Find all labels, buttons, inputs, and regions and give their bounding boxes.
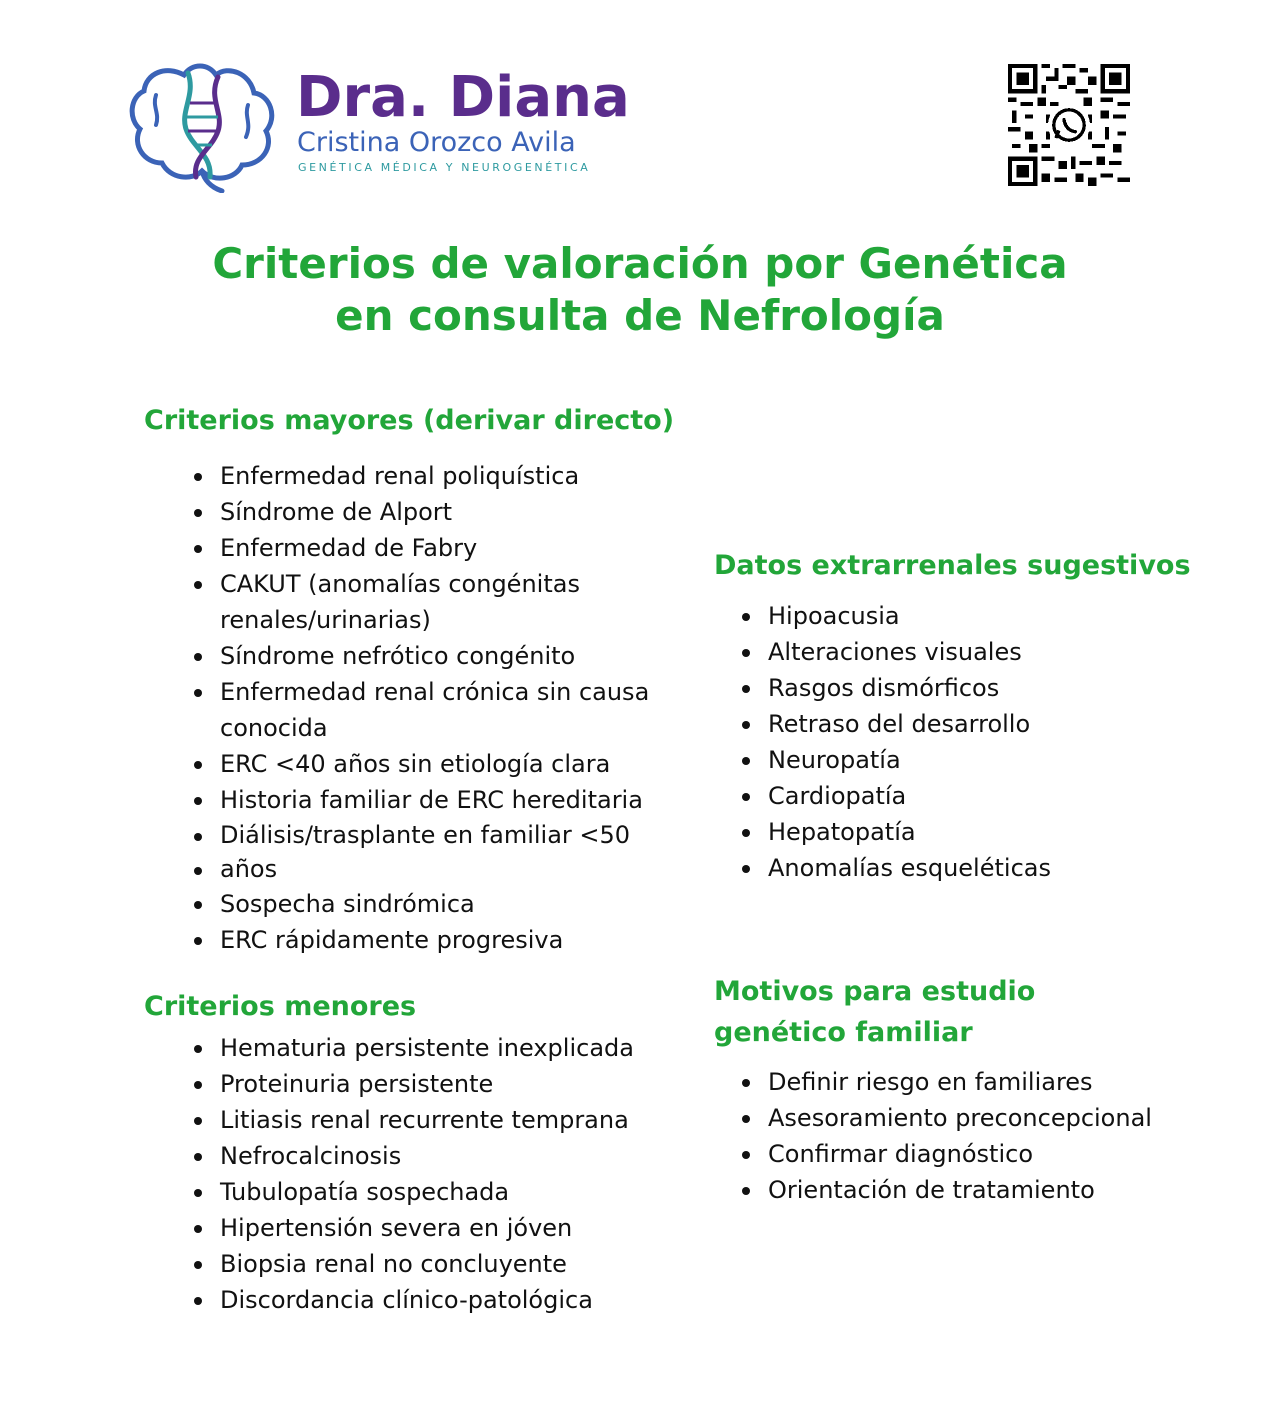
- list-item: Tubulopatía sospechada: [186, 1174, 706, 1210]
- list-item: Asesoramiento preconcepcional: [734, 1100, 1254, 1136]
- minor-criteria-list: [186, 1030, 706, 1318]
- list-item: Retraso del desarrollo: [734, 706, 1234, 742]
- page-title-line-2: en consulta de Nefrología: [335, 291, 945, 340]
- whatsapp-qr-code-icon[interactable]: [1008, 64, 1130, 186]
- list-item: Rasgos dismórficos: [734, 670, 1234, 706]
- minor-criteria-heading: Criterios menores: [144, 991, 417, 1022]
- list-item: Discordancia clínico-patológica: [186, 1282, 706, 1318]
- family-study-heading-line-1: Motivos para estudio: [714, 976, 1036, 1007]
- list-item: Síndrome de Alport: [186, 494, 706, 530]
- list-item: Biopsia renal no concluyente: [186, 1246, 706, 1282]
- list-item: CAKUT (anomalías congénitas renales/urinarias): [186, 566, 650, 638]
- list-item: ERC rápidamente progresiva: [186, 922, 706, 958]
- major-criteria-list: [186, 458, 706, 958]
- list-item: Proteinuria persistente: [186, 1066, 706, 1102]
- list-item: Neuropatía: [734, 742, 1234, 778]
- list-item: Alteraciones visuales: [734, 634, 1234, 670]
- list-item: Enfermedad renal poliquística: [186, 458, 706, 494]
- list-item: Hipertensión severa en jóven: [186, 1210, 706, 1246]
- list-item: Cardiopatía: [734, 778, 1234, 814]
- list-item: Enfermedad de Fabry: [186, 530, 706, 566]
- extrarenal-list: [734, 598, 1234, 886]
- family-study-heading-line-2: genético familiar: [714, 1017, 973, 1048]
- list-item: Orientación de tratamiento: [734, 1172, 1254, 1208]
- list-item: Anomalías esqueléticas: [734, 850, 1234, 886]
- list-item: Nefrocalcinosis: [186, 1138, 706, 1174]
- page-title-line-1: Criterios de valoración por Genética: [212, 239, 1068, 288]
- list-item: Hepatopatía: [734, 814, 1234, 850]
- page-title: [140, 238, 1140, 342]
- list-item: Confirmar diagnóstico: [734, 1136, 1254, 1172]
- brand-subname: Cristina Orozco Avila: [297, 127, 576, 158]
- list-item: Sospecha sindrómica: [186, 886, 706, 922]
- major-criteria-heading: Criterios mayores (derivar directo): [144, 405, 675, 436]
- list-item: Enfermedad renal crónica sin causa conocida: [186, 674, 720, 746]
- brand-tagline: GENÉTICA MÉDICA Y NEUROGENÉTICA: [298, 161, 591, 174]
- list-item: Síndrome nefrótico congénito: [186, 638, 706, 674]
- list-item: Historia familiar de ERC hereditaria: [186, 782, 706, 818]
- list-item: Hipoacusia: [734, 598, 1234, 634]
- list-item: años: [186, 852, 706, 886]
- list-item: Diálisis/trasplante en familiar <50: [186, 818, 706, 852]
- list-item: Definir riesgo en familiares: [734, 1064, 1254, 1100]
- extrarenal-heading: Datos extrarrenales sugestivos: [714, 550, 1191, 581]
- brand-name: Dra. Diana: [296, 65, 630, 130]
- list-item: Hematuria persistente inexplicada: [186, 1030, 706, 1066]
- family-study-heading: [714, 971, 1035, 1053]
- list-item: ERC <40 años sin etiología clara: [186, 746, 706, 782]
- list-item: Litiasis renal recurrente temprana: [186, 1102, 706, 1138]
- brain-dna-icon: [126, 55, 278, 193]
- family-study-list: [734, 1064, 1254, 1208]
